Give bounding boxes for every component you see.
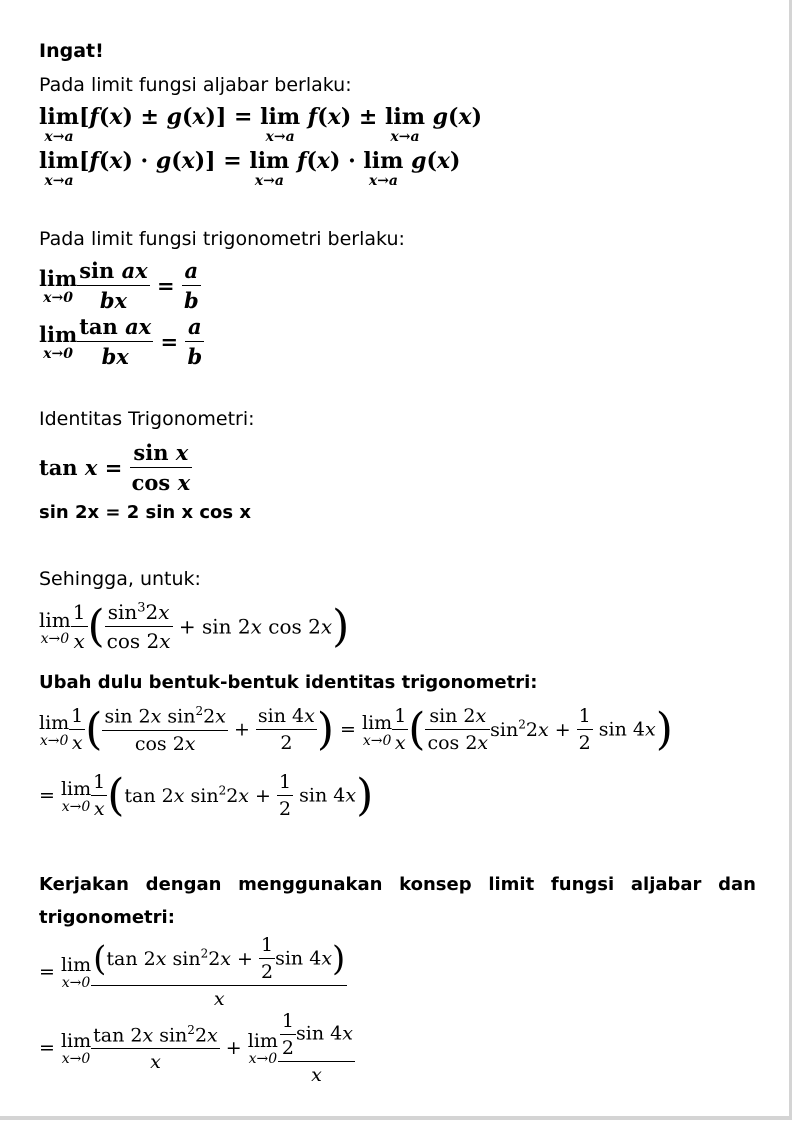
step-1: lim x→0 $\frac{1}{x}$ ( $\frac{\sin 2x \sin^22x}{\cos 2x}$ + $\frac{\sin 4x}{2}$ ) = lim x→0 $\frac{1}{x}$ ( $\frac{\sin 2x}{\cos 2x}$ $\sin^22x$ + $\frac{1}{2}$ sin 4x) (39, 704, 673, 755)
algebra-intro: Pada limit fungsi aljabar berlaku: (39, 74, 352, 96)
trig-rule-1: lim x→0 $\frac{\text{sin ax}}{bx}$ = $\frac{a}{b}$ (39, 258, 199, 313)
so-text: Sehingga, untuk: (39, 568, 201, 590)
identity-intro: Identitas Trigonometri: (39, 408, 255, 430)
work-2: = lim x→0 $\frac{\tan 2x \sin^22x}{x}$ + lim x→0 $\frac{1}{2}$ sin 4x x (39, 1010, 353, 1086)
identity-sin2x: sin 2x = 2 sin x cos x (39, 502, 251, 523)
algebra-rule-2: lim x→a [f(x) · g(x)] = lim x→a f(x) · lim x→a g(x) (39, 148, 461, 189)
work-title: Kerjakan dengan menggunakan konsep limit fungsi aljabar dan trigonometri: (39, 874, 756, 928)
step-title: Ubah dulu bentuk-bentuk identitas trigonometri: (39, 672, 538, 693)
work-1: = lim x→0 (tan 2x $\sin^22x$ + $\frac{1}{2}$ sin 4x) x (39, 934, 346, 1010)
identity-tan: tan x = $\frac{\text{sin x}}{\text{cos x}}$ (39, 440, 191, 495)
heading: Ingat! (39, 40, 104, 62)
problem-expression: lim x→0 $\frac{1}{x}$ ( $\frac{\sin^32x}{\cos 2x}$ + sin 2x cos 2x) (39, 600, 350, 653)
trig-intro: Pada limit fungsi trigonometri berlaku: (39, 228, 405, 250)
algebra-rule-1: lim x→a [f(x) ± g(x)] = lim x→a f(x) ± lim x→a g(x) (39, 104, 483, 145)
trig-rule-2: lim x→0 $\frac{\text{tan ax}}{bx}$ = $\frac{a}{b}$ (39, 314, 203, 369)
step-2: = lim x→0 $\frac{1}{x}$ (tan 2x $\sin^22x$ + $\frac{1}{2}$ sin 4x) (39, 770, 374, 821)
